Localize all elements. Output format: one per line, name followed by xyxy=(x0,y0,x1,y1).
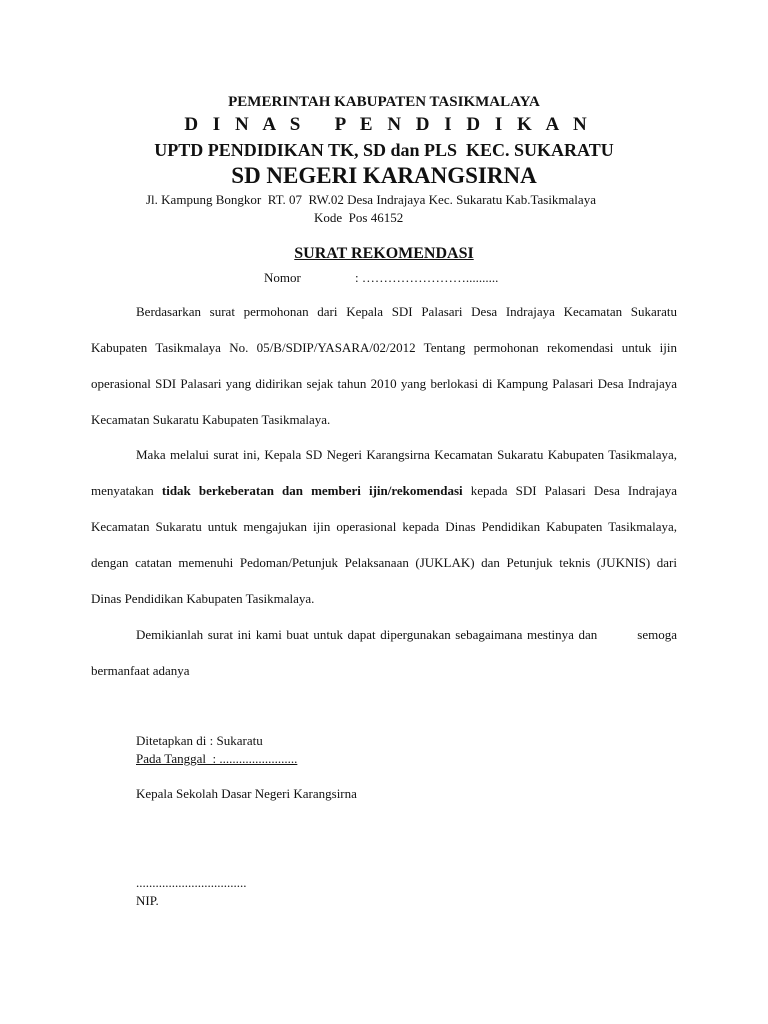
paragraph-1 xyxy=(91,294,677,438)
paragraph-1-text: Berdasarkan surat permohonan dari Kepala SDI Palasari Desa Indrajaya Kecamatan Sukaratu Kabupaten Tasikmalaya No. 05/B/SDIP/YASARA/02/2012 Tentang permohonan rekomendasi untuk ijin operasional SDI Palasari yang didirikan sejak tahun 2010 yang berlokasi di Kampung Palasari Desa Indrajaya Kecamatan Sukaratu Kabupaten Tasikmalaya. xyxy=(91,304,677,427)
signature-position: Kepala Sekolah Dasar Negeri Karangsirna xyxy=(136,786,357,801)
paragraph-2-after: kepada SDI Palasari Desa Indrajaya Kecamatan Sukaratu untuk mengajukan ijin operasional kepada Dinas Pendidikan Kabupaten Tasikmalaya, dengan catatan memenuhi Pedoman/Petunjuk Pelaksanaan (JUKLAK) dan Petunjuk teknis (JUKNIS) dari Dinas Pendidikan Kabupaten Tasikmalaya. xyxy=(91,483,678,606)
paragraph-2 xyxy=(91,437,677,617)
paragraph-3-text xyxy=(91,617,677,689)
paragraph-2-before: Maka melalui surat ini, Kepala SD Negeri Karangsirna Kecamatan Sukaratu Kabupaten Tasikmalaya, menyatakan xyxy=(91,447,677,498)
paragraph-3 xyxy=(91,617,677,689)
letterhead-government: PEMERINTAH KABUPATEN TASIKMALAYA xyxy=(228,94,540,110)
letter-number-label: Nomor xyxy=(264,270,301,285)
letter-number-value: : …………………….......... xyxy=(355,270,499,285)
letterhead-agency: D I N A S P E N D I D I K A N xyxy=(184,114,592,135)
paragraph-2-text xyxy=(91,437,677,617)
signature-name-blank: .................................. xyxy=(136,875,247,890)
paragraph-3-part2: semoga bermanfaat adanya xyxy=(91,627,677,678)
letter-title: SURAT REKOMENDASI xyxy=(294,245,474,262)
signature-place: Ditetapkan di : Sukaratu xyxy=(136,733,263,748)
letterhead-address: Jl. Kampung Bongkor RT. 07 RW.02 Desa Indrajaya Kec. Sukaratu Kab.Tasikmalaya xyxy=(146,192,596,207)
letterhead-school: SD NEGERI KARANGSIRNA xyxy=(231,163,537,188)
paragraph-2-emphasis: tidak berkeberatan dan memberi ijin/rekomendasi xyxy=(161,483,463,498)
signature-date: Pada Tanggal : ........................ xyxy=(136,751,298,766)
letterhead-unit: UPTD PENDIDIKAN TK, SD dan PLS KEC. SUKARATU xyxy=(154,140,614,160)
paragraph-3-part1: Demikianlah surat ini kami buat untuk dapat dipergunakan sebagaimana mestinya dan xyxy=(136,627,598,642)
letterhead-postal-code: Kode Pos 46152 xyxy=(314,210,404,225)
signature-nip: NIP. xyxy=(136,893,159,908)
